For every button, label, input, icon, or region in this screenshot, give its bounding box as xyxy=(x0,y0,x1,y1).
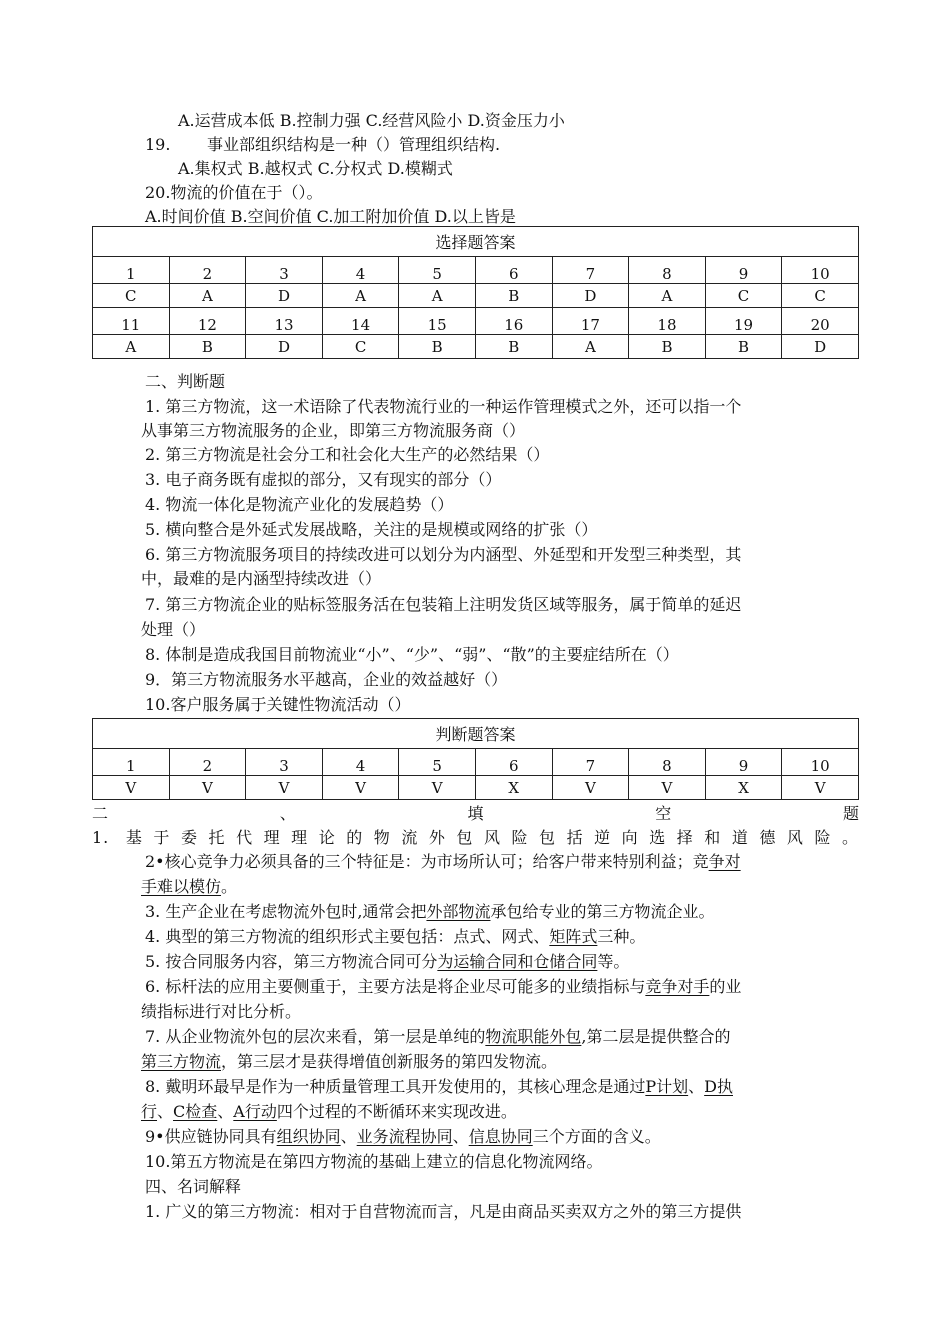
tf-answer-cell: V xyxy=(93,776,170,800)
tf-q5: 5. 横向整合是外延式发展战略，关注的是规模或网络的扩张（） xyxy=(145,520,598,539)
fill-q6-cont: 的业 xyxy=(709,977,742,996)
tf-answer-cell: V xyxy=(399,776,476,800)
mc-num-cell: 15 xyxy=(399,308,476,335)
fill-q8-answer-do-part2: 行 xyxy=(141,1102,158,1121)
mc-num-cell: 9 xyxy=(705,257,782,284)
tf-q7-line2: 处理（） xyxy=(141,620,206,639)
tf-answer-table xyxy=(92,718,859,800)
fill-q10: 10.第五方物流是在第四方物流的基础上建立的信息化物流网络。 xyxy=(145,1152,603,1171)
fill-q2-text: 2•核心竞争力必须具备的三个特征是：为市场所认可；给客户带来特别利益；竞 xyxy=(145,852,709,871)
fill-q7-line1 xyxy=(145,1026,730,1048)
mc-num-cell: 19 xyxy=(705,308,782,335)
mc-answer-cell: A xyxy=(322,284,399,308)
fill-q9-sep: 、 xyxy=(340,1127,357,1146)
fill-q6-line1 xyxy=(145,976,741,998)
mc-answer-cell: D xyxy=(552,284,629,308)
terms-heading: 四、名词解释 xyxy=(145,1177,242,1196)
mc-num-cell: 16 xyxy=(475,308,552,335)
fill-q9-answer1: 组织协同 xyxy=(276,1127,341,1146)
fill-q5 xyxy=(145,951,629,973)
q18-options: A.运营成本低 B.控制力强 C.经营风险小 D.资金压力小 xyxy=(178,111,565,130)
mc-answer-cell: A xyxy=(552,335,629,359)
tf-answer-cell: V xyxy=(169,776,246,800)
tf-num-cell: 4 xyxy=(322,749,399,776)
tf-num-cell: 9 xyxy=(705,749,782,776)
fill-q3-text: 3. 生产企业在考虑物流外包时,通常会把 xyxy=(145,902,427,921)
fill-q5-text: 5. 按合同服务内容，第三方物流合同可分 xyxy=(145,952,438,971)
tf-q10: 10.客户服务属于关键性物流活动（） xyxy=(145,695,411,714)
fill-q6-answer: 竞争对手 xyxy=(645,977,710,996)
tf-num-cell: 7 xyxy=(552,749,629,776)
tf-num-cell: 5 xyxy=(399,749,476,776)
fill-q8-answer-do-part1: D执 xyxy=(704,1077,733,1096)
tf-answer-cell: V xyxy=(246,776,323,800)
mc-num-cell: 13 xyxy=(246,308,323,335)
fill-q2-end: 。 xyxy=(221,877,238,896)
fill-q8-answer-plan: P计划 xyxy=(645,1077,689,1096)
fill-q1: 1. 基于委托代理理论的物流外包风险包括逆向选择和道德风险。 xyxy=(92,828,859,847)
tf-answer-cell: V xyxy=(629,776,706,800)
tf-q7-line1: 7. 第三方物流企业的贴标签服务活在包装箱上注明发货区域等服务，属于简单的延迟 xyxy=(145,595,742,614)
tf-q2: 2. 第三方物流是社会分工和社会化大生产的必然结果（） xyxy=(145,445,550,464)
fill-q3-answer: 外部物流 xyxy=(426,902,491,921)
fill-q3 xyxy=(145,901,714,923)
fill-heading-char: 、 xyxy=(279,804,296,823)
mc-answer-cell: A xyxy=(169,284,246,308)
mc-answer-cell: B xyxy=(475,284,552,308)
fill-q7-end: ，第三层才是获得增值创新服务的第四发物流。 xyxy=(221,1052,558,1071)
mc-answer-cell: B xyxy=(399,335,476,359)
q19-number: 19. xyxy=(145,135,171,154)
fill-q7-text: 7. 从企业物流外包的层次来看，第一层是单纯的 xyxy=(145,1027,486,1046)
mc-num-cell: 12 xyxy=(169,308,246,335)
tf-num-cell: 2 xyxy=(169,749,246,776)
tf-q6-line2: 中，最难的是内涵型持续改进（） xyxy=(141,569,382,588)
tf-answer-cell: X xyxy=(475,776,552,800)
tf-q6-line1: 6. 第三方物流服务项目的持续改进可以划分为内涵型、外延型和开发型三种类型，其 xyxy=(145,545,742,564)
mc-num-cell: 4 xyxy=(322,257,399,284)
mc-num-cell: 2 xyxy=(169,257,246,284)
fill-q4-text: 4. 典型的第三方物流的组织形式主要包括：点式、网式、 xyxy=(145,927,550,946)
fill-q6-line2: 绩指标进行对比分析。 xyxy=(141,1002,302,1021)
terms-q1: 1. 广义的第三方物流：相对于自营物流而言，凡是由商品买卖双方之外的第三方提供 xyxy=(145,1202,742,1221)
fill-q7-answer2: 第三方物流 xyxy=(141,1052,222,1071)
mc-num-cell: 20 xyxy=(782,308,859,335)
mc-num-cell: 8 xyxy=(629,257,706,284)
mc-answer-cell: D xyxy=(782,335,859,359)
fill-heading-char: 空 xyxy=(655,804,672,823)
tf-q3: 3. 电子商务既有虚拟的部分，又有现实的部分（） xyxy=(145,470,502,489)
tf-num-cell: 8 xyxy=(629,749,706,776)
tf-num-cell: 3 xyxy=(246,749,323,776)
fill-q8-sep: 、 xyxy=(688,1077,705,1096)
mc-num-cell: 3 xyxy=(246,257,323,284)
fill-q2-line2 xyxy=(141,876,237,898)
tf-q9: 9．第三方物流服务水平越高，企业的效益越好（） xyxy=(145,670,508,689)
fill-q9-sep: 、 xyxy=(452,1127,469,1146)
mc-answer-cell: B xyxy=(629,335,706,359)
mc-answer-cell: C xyxy=(93,284,170,308)
tf-answer-cell: V xyxy=(552,776,629,800)
mc-num-cell: 18 xyxy=(629,308,706,335)
fill-q4-answer: 矩阵式 xyxy=(549,927,598,946)
mc-answer-table xyxy=(92,226,859,359)
mc-answer-cell: D xyxy=(246,284,323,308)
mc-num-cell: 6 xyxy=(475,257,552,284)
fill-q7-answer1: 物流职能外包 xyxy=(485,1027,582,1046)
fill-q2-answer-part2: 手难以模仿 xyxy=(141,877,222,896)
fill-q8-end: 四个过程的不断循环来实现改进。 xyxy=(276,1102,517,1121)
mc-num-cell: 10 xyxy=(782,257,859,284)
tf-q1-line1: 1. 第三方物流，这一术语除了代表物流行业的一种运作管理模式之外，还可以指一个 xyxy=(145,397,742,416)
tf-num-cell: 10 xyxy=(782,749,859,776)
mc-num-cell: 5 xyxy=(399,257,476,284)
fill-q2-line1 xyxy=(145,851,741,873)
q20-stem: 20.物流的价值在于（）。 xyxy=(145,183,323,202)
fill-q3-end: 承包给专业的第三方物流企业。 xyxy=(490,902,715,921)
mc-answer-cell: C xyxy=(322,335,399,359)
mc-answer-cell: D xyxy=(246,335,323,359)
fill-q4-end: 三种。 xyxy=(597,927,646,946)
fill-q7-line2 xyxy=(141,1051,557,1073)
fill-q5-answer: 为运输合同和仓储合同 xyxy=(437,952,598,971)
mc-answer-cell: B xyxy=(705,335,782,359)
fill-heading-char: 填 xyxy=(467,804,484,823)
fill-heading xyxy=(92,803,859,825)
tf-answer-cell: V xyxy=(322,776,399,800)
mc-num-cell: 1 xyxy=(93,257,170,284)
fill-q9 xyxy=(145,1126,661,1148)
tf-table-caption: 判断题答案 xyxy=(93,719,859,749)
mc-answer-cell: A xyxy=(629,284,706,308)
mc-answer-cell: B xyxy=(475,335,552,359)
fill-q9-answer3: 信息协同 xyxy=(468,1127,533,1146)
mc-answer-cell: A xyxy=(399,284,476,308)
fill-q6-text: 6. 标杆法的应用主要侧重于，主要方法是将企业尽可能多的业绩指标与 xyxy=(145,977,646,996)
mc-num-cell: 14 xyxy=(322,308,399,335)
q19-options: A.集权式 B.越权式 C.分权式 D.模糊式 xyxy=(178,159,453,178)
mc-num-cell: 17 xyxy=(552,308,629,335)
fill-q8-line1 xyxy=(145,1076,733,1098)
fill-q9-text: 9•供应链协同具有 xyxy=(145,1127,277,1146)
fill-q8-sep: 、 xyxy=(217,1102,234,1121)
mc-num-cell: 7 xyxy=(552,257,629,284)
fill-heading-char: 题 xyxy=(842,804,859,823)
tf-num-cell: 6 xyxy=(475,749,552,776)
fill-q9-end: 三个方面的含义。 xyxy=(532,1127,661,1146)
q20-options: A.时间价值 B.空间价值 C.加工附加价值 D.以上皆是 xyxy=(145,207,516,226)
mc-answer-cell: C xyxy=(705,284,782,308)
mc-num-cell: 11 xyxy=(93,308,170,335)
fill-q2-answer-part1: 争对 xyxy=(708,852,741,871)
tf-answer-cell: V xyxy=(782,776,859,800)
tf-num-cell: 1 xyxy=(93,749,170,776)
mc-answer-cell: C xyxy=(782,284,859,308)
tf-q1-line2: 从事第三方物流服务的企业，即第三方物流服务商（） xyxy=(141,421,526,440)
fill-q7-cont: ,第二层是提供整合的 xyxy=(581,1027,731,1046)
fill-q8-answer-check: C检查 xyxy=(173,1102,218,1121)
mc-table-caption: 选择题答案 xyxy=(93,227,859,257)
fill-q4 xyxy=(145,926,645,948)
tf-q4: 4. 物流一体化是物流产业化的发展趋势（） xyxy=(145,495,454,514)
fill-q8-answer-act: A行动 xyxy=(233,1102,277,1121)
fill-q9-answer2: 业务流程协同 xyxy=(356,1127,453,1146)
q19-stem: 事业部组织结构是一种（）管理组织结构. xyxy=(207,135,501,154)
mc-answer-cell: A xyxy=(93,335,170,359)
fill-q8-sep: 、 xyxy=(157,1102,174,1121)
mc-answer-cell: B xyxy=(169,335,246,359)
tf-heading: 二、判断题 xyxy=(145,372,226,391)
fill-q8-text: 8. 戴明环最早是作为一种质量管理工具开发使用的，其核心理念是通过 xyxy=(145,1077,646,1096)
tf-q8: 8. 体制是造成我国目前物流业“小”、“少”、“弱”、“散”的主要症结所在（） xyxy=(145,645,679,664)
fill-q8-line2 xyxy=(141,1101,517,1123)
tf-answer-cell: X xyxy=(705,776,782,800)
fill-q5-end: 等。 xyxy=(597,952,630,971)
fill-heading-char: 二 xyxy=(92,804,109,823)
